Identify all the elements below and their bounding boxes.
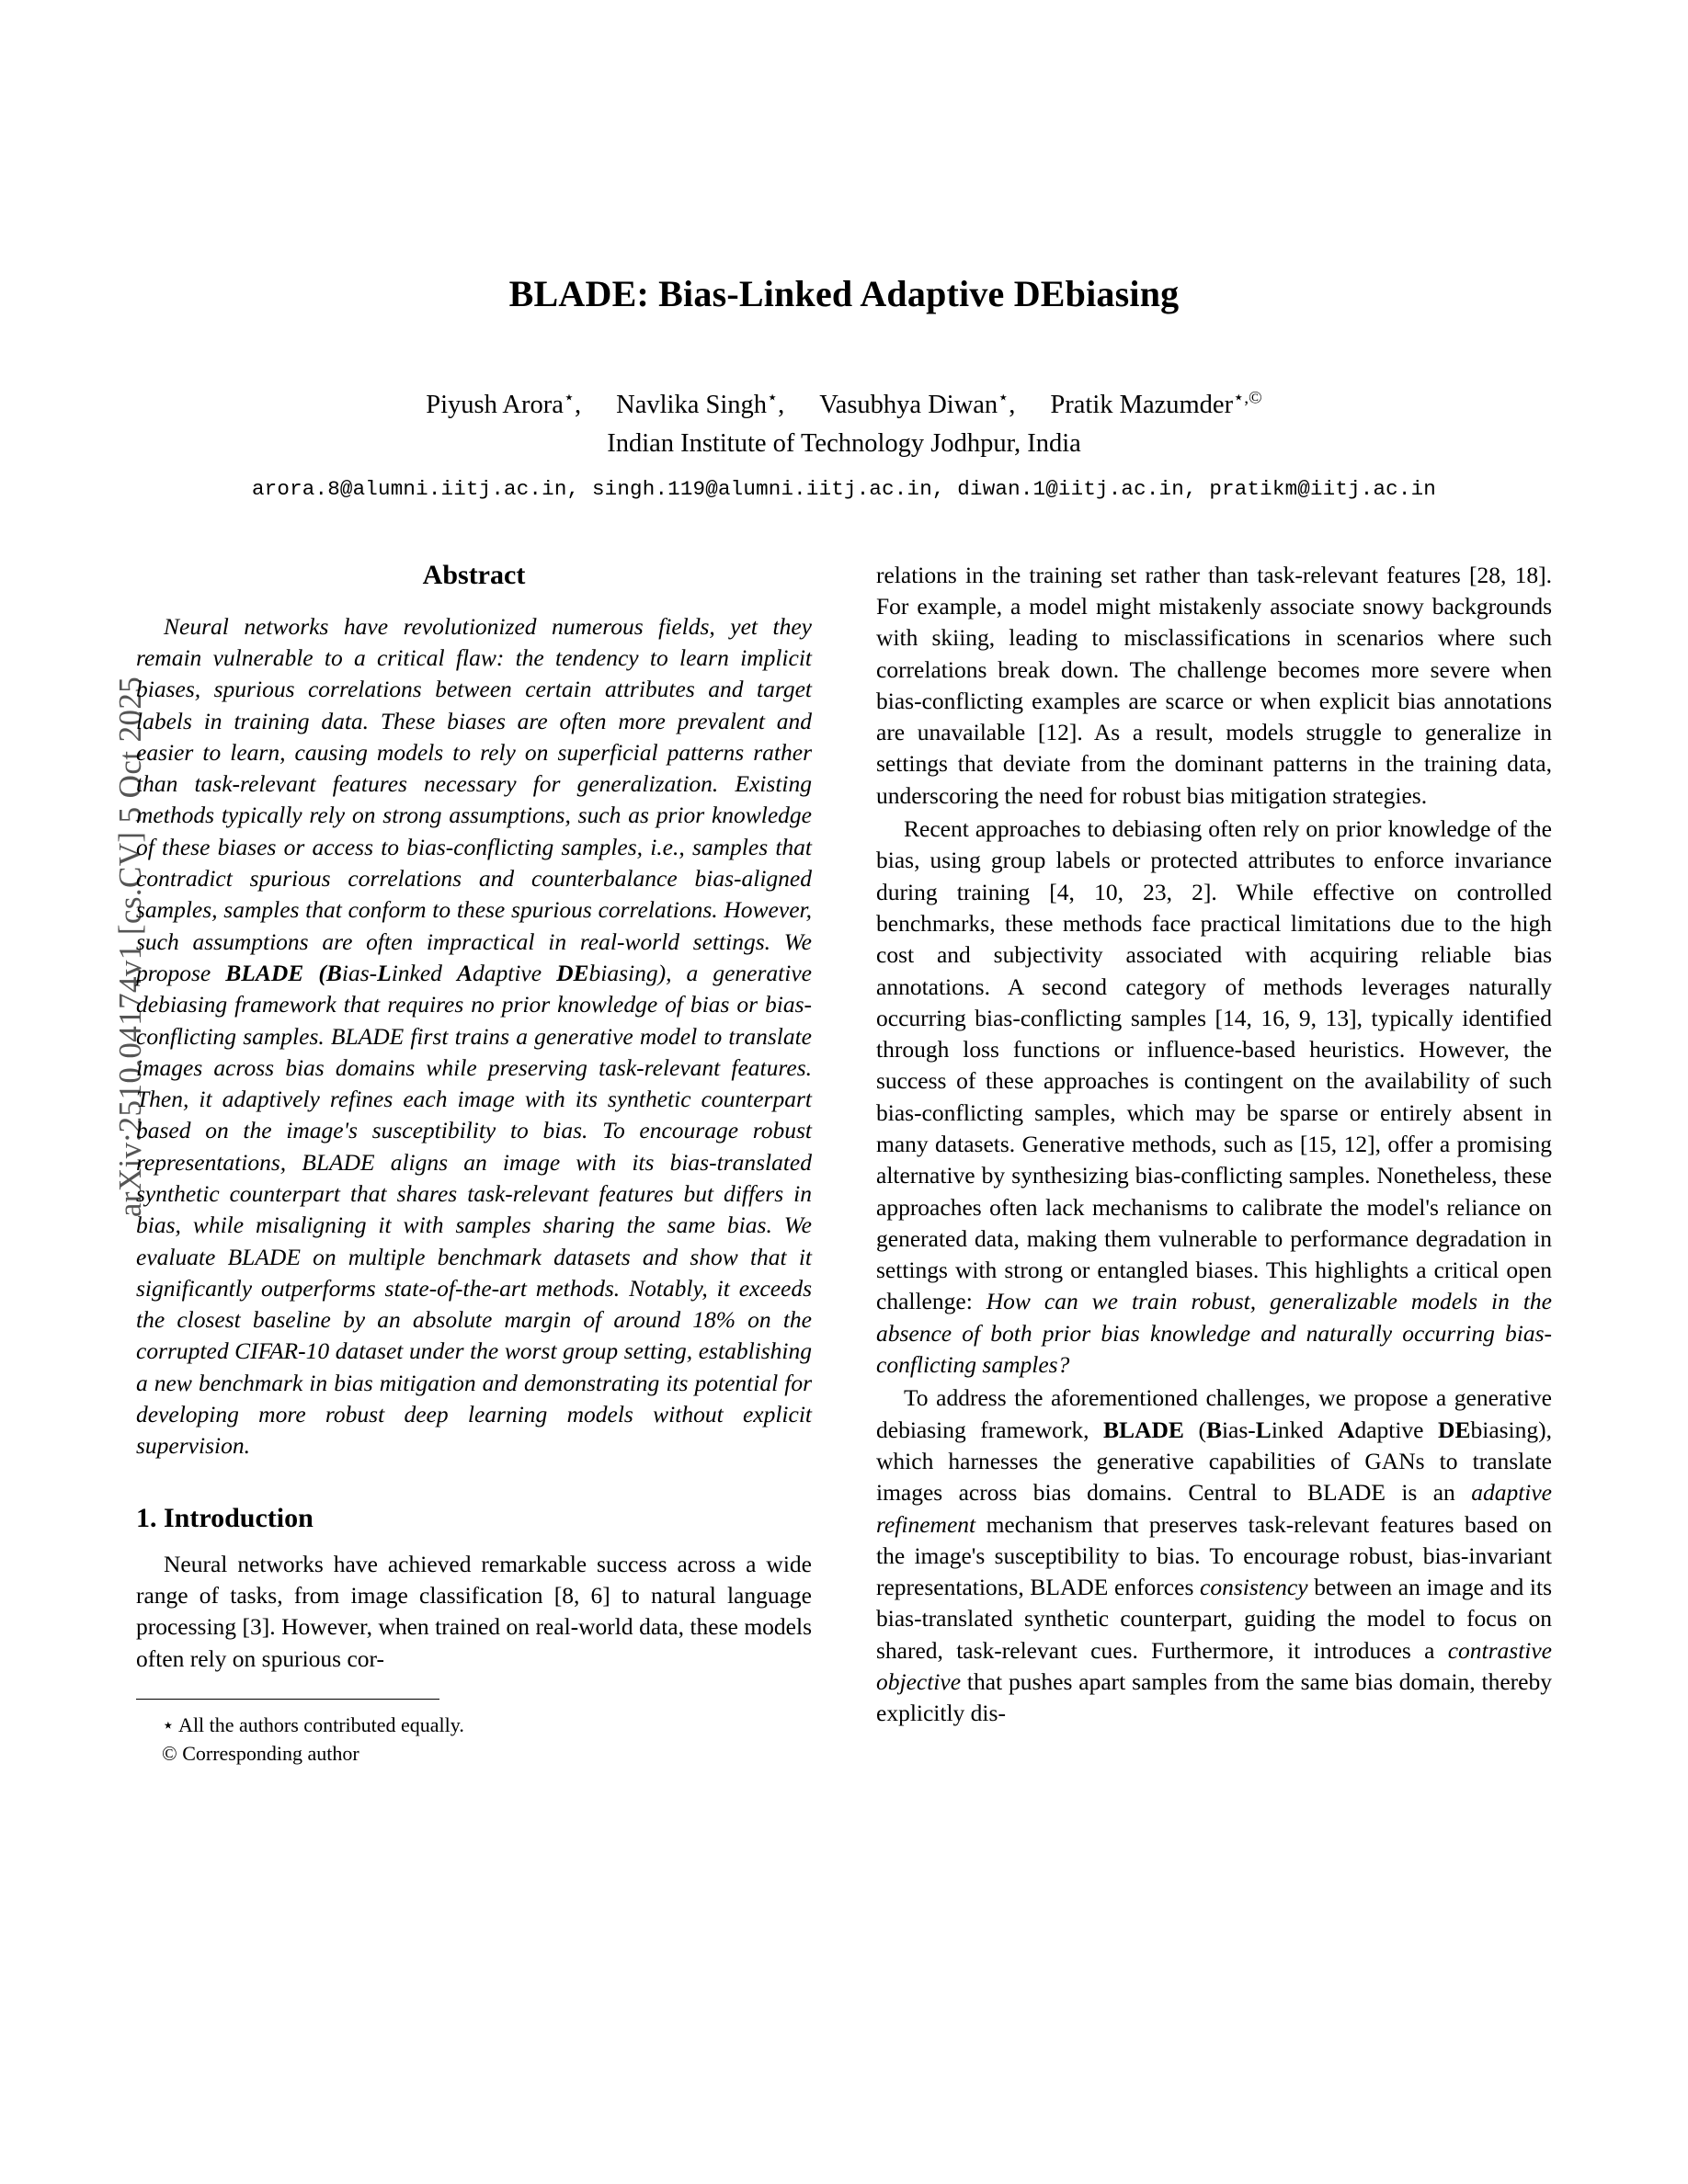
paragraph-segment: daptive	[1354, 1416, 1439, 1443]
affiliation: Indian Institute of Technology Jodhpur, India	[607, 429, 1081, 459]
paragraph-segment: that pushes apart samples from the same bias domain, thereby explicitly dis-	[876, 1668, 1552, 1727]
paragraph-emphasis: contrastive objective	[876, 1636, 1552, 1696]
paragraph-bold: B	[1205, 1416, 1222, 1443]
introduction-paragraph-1: Neural networks have achieved remarkable success across a wide range of tasks, from image classification [8, 6] to natural language processing [3]. However, when trained on real-world data, these models often rely on spurious cor-	[136, 1550, 812, 1672]
author-entry: Piyush Arora⋆,	[426, 388, 582, 419]
paragraph-bold: DE	[1438, 1416, 1471, 1443]
abstract-heading: Abstract	[422, 559, 526, 590]
body-paragraph-2	[876, 813, 1552, 1381]
paragraph-emphasis: adaptive refinement	[876, 1479, 1552, 1538]
abstract-bold: A	[456, 959, 473, 986]
paragraph-segment: inked	[1271, 1416, 1339, 1443]
author-name: Piyush Arora	[426, 391, 564, 419]
footnote-divider	[136, 1699, 439, 1700]
paper-content	[136, 0, 1552, 1768]
author-name: Vasubhya Diwan	[819, 391, 998, 419]
abstract-segment: Neural networks have revolutionized numerous fields, yet they remain vulnerable to a critical flaw: the tendency to learn implicit biases, spurious correlations between certain attributes and target labels in training data. These biases are often more prevalent and easier to learn, causing models to rely on superficial patterns rather than task-relevant features necessary for generalization. Existing methods typically rely on strong assumptions, such as prior knowledge of these biases or access to bias-conflicting samples, i.e., samples that contradict spurious correlations and counterbalance bias-aligned samples, samples that conform to these spurious correlations. However, such assumptions are often impractical in real-world settings. We propose	[136, 612, 812, 986]
left-column	[136, 560, 812, 1769]
author-mark: ⋆	[767, 388, 779, 408]
abstract-bold: BLADE (B	[225, 959, 342, 986]
abstract-segment: ias-	[341, 959, 378, 986]
footnote-item: © Corresponding author	[162, 1742, 359, 1766]
paragraph-segment: (	[1183, 1416, 1206, 1443]
two-column-body	[136, 560, 1552, 1769]
paragraph-segment: To address the aforementioned challenges, we propose a generative debiasing framework,	[876, 1384, 1552, 1443]
author-emails: arora.8@alumni.iitj.ac.in, singh.119@alumni.iitj.ac.in, diwan.1@iitj.ac.in, pratikm@iitj.ac.in	[251, 476, 1436, 501]
author-mark: ⋆	[563, 388, 575, 408]
page-title: BLADE: Bias-Linked Adaptive DEbiasing	[508, 273, 1180, 314]
author-name: Navlika Singh	[616, 391, 767, 419]
abstract-segment: biasing), a generative debiasing framework that requires no prior knowledge of bias or bias-conflicting samples. BLADE first trains a generative model to translate images across bias domains while preserving task-relevant features. Then, it adaptively refines each image with its synthetic counterpart based on the image's susceptibility to bias. To encourage robust representations, BLADE aligns an image with its bias-translated synthetic counterpart that shares task-relevant features but differs in bias, while misaligning it with samples sharing the same bias. We evaluate BLADE on multiple benchmark datasets and show that it significantly outperforms state-of-the-art methods. Notably, it exceeds the closest baseline by an absolute margin of around 18% on the corrupted CIFAR-10 dataset under the worst group setting, establishing a new benchmark in bias mitigation and demonstrating its potential for developing more robust deep learning models without explicit supervision.	[136, 959, 812, 1460]
paragraph-segment: mechanism that preserves task-relevant features based on the image's susceptibility to bias. To encourage robust, bias-invariant representations, BLADE enforces	[876, 1510, 1552, 1601]
paragraph-segment: between an image and its bias-translated synthetic counterpart, guiding the model to focus on shared, task-relevant cues. Furthermore, it introduces a	[876, 1574, 1552, 1664]
introduction-heading: 1. Introduction	[136, 1502, 314, 1533]
paragraph-bold: L	[1255, 1416, 1272, 1443]
paragraph-bold: BLADE	[1103, 1416, 1184, 1443]
author-list	[136, 387, 1552, 462]
author-entry: Navlika Singh⋆,	[616, 388, 785, 419]
abstract-bold: DE	[556, 959, 589, 986]
author-entry	[1050, 388, 1262, 419]
arxiv-identifier-stamp: arXiv:2510.04174v1 [cs.CV] 5 Oct 2025	[112, 676, 148, 1218]
paragraph-segment: ias-	[1221, 1416, 1256, 1443]
author-mark: ⋆,©	[1233, 388, 1262, 408]
paragraph-emphasis: How can we train robust, generalizable models in the absence of both prior bias knowledge and naturally occurring bias-conflicting samples?	[876, 1288, 1553, 1379]
right-column	[876, 560, 1552, 1769]
footnote-item: ⋆ All the authors contributed equally.	[162, 1712, 464, 1736]
paragraph-segment: Recent approaches to debiasing often rely on prior knowledge of the bias, using group labels or protected attributes to enforce invariance during training [4, 10, 23, 2]. While effective on controlled benchmarks, these methods face practical limitations due to the high cost and subjectivity associated with acquiring reliable bias annotations. A second category of methods leverages naturally occurring bias-conflicting samples [14, 16, 9, 13], typically identified through loss functions or influence-based heuristics. However, the success of these approaches is contingent on the availability of such bias-conflicting samples, which may be sparse or entirely absent in many datasets. Generative methods, such as [15, 12], offer a promising alternative by synthesizing bias-conflicting samples. Nonetheless, these approaches often lack mechanisms to calibrate the model's reliance on generated data, making them vulnerable to performance degradation in settings with strong or entangled biases. This highlights a critical open challenge:	[876, 815, 1552, 1315]
body-paragraph-3	[876, 1382, 1552, 1729]
author-entry: Vasubhya Diwan⋆,	[819, 388, 1016, 419]
paragraph-segment: biasing), which harnesses the generative capabilities of GANs to translate images across bias domains. Central to BLADE is an	[876, 1416, 1553, 1507]
author-mark: ⋆	[998, 388, 1009, 408]
abstract-segment: inked	[391, 959, 457, 986]
body-paragraph-1: relations in the training set rather than task-relevant features [28, 18]. For example, a model might mistakenly associate snowy backgrounds with skiing, leading to misclassifications in scenarios where such correlations break down. The challenge becomes more severe when bias-conflicting examples are scarce or when explicit bias annotations are unavailable [12]. As a result, models struggle to generalize in settings that deviate from the dominant patterns in the training data, underscoring the need for robust bias mitigation strategies.	[876, 561, 1552, 809]
footnote-block	[136, 1711, 812, 1768]
paragraph-emphasis: consistency	[1200, 1574, 1308, 1601]
paragraph-bold: A	[1338, 1416, 1355, 1443]
abstract-segment: daptive	[472, 959, 557, 986]
abstract-text	[136, 611, 812, 1462]
author-name: Pratik Mazumder	[1050, 391, 1234, 419]
abstract-bold: L	[377, 959, 392, 986]
